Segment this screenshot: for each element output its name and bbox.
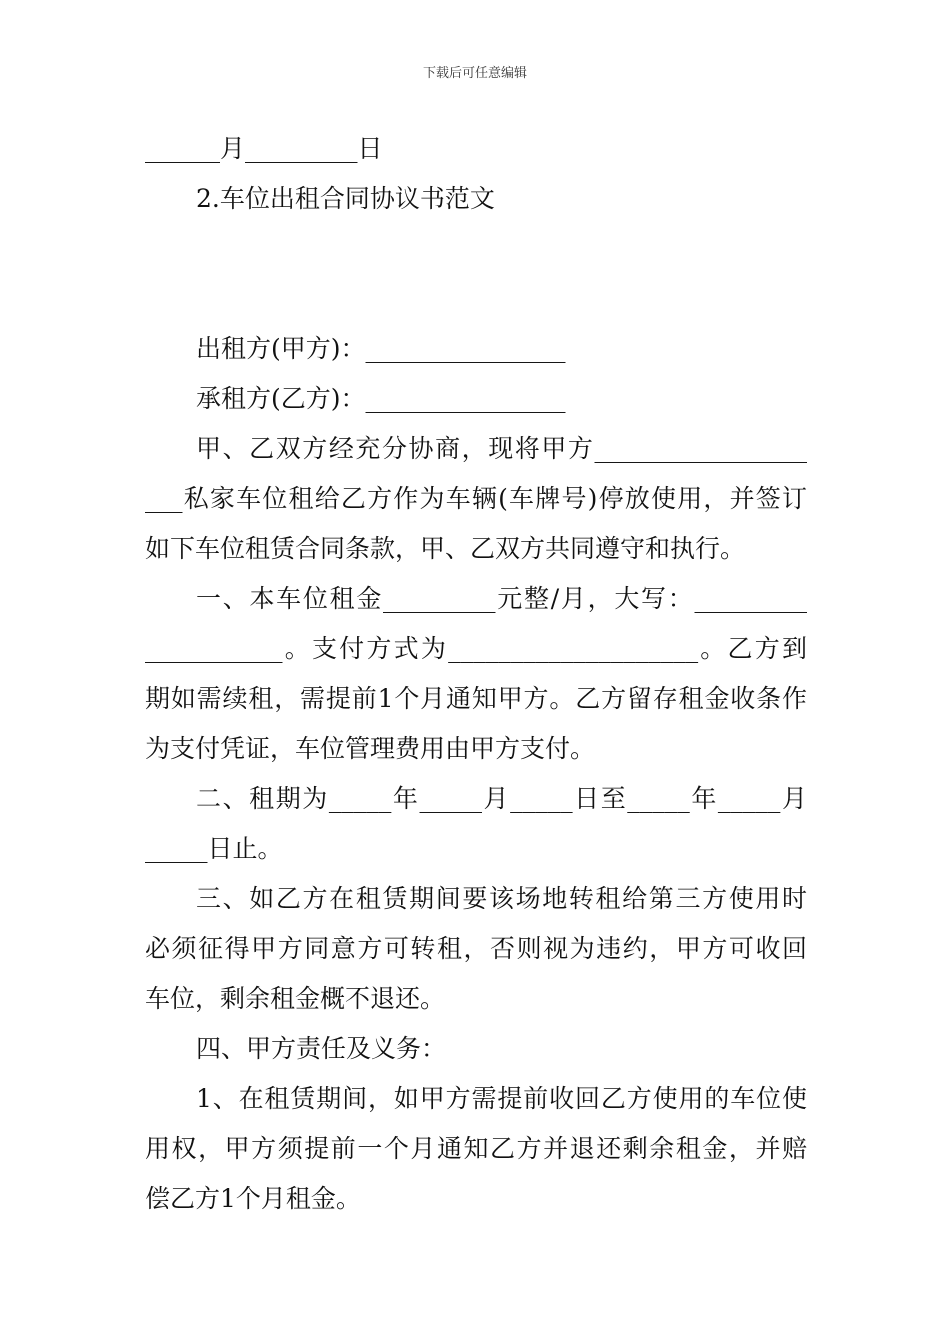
paragraph-line: 三、如乙方在租赁期间要该场地转租给第三方使用时 [196,884,807,913]
lessor-line: 出租方(甲方)：________________ [196,334,566,363]
date-line: ______月_________日 [145,134,383,163]
paragraph-heading: 四、甲方责任及义务： [196,1034,447,1063]
document-body [145,124,807,1224]
paragraph-line: 必须征得甲方同意方可转租，否则视为违约，甲方可收回 [145,934,807,963]
paragraph-line: ___私家车位租给乙方作为车辆(车牌号)停放使用，并签订 [145,484,807,513]
paragraph-line: 用权，甲方须提前一个月通知乙方并退还剩余租金，并赔 [145,1134,807,1163]
section-title: 2.车位出租合同协议书范文 [196,184,495,213]
paragraph-line: 偿乙方1个月租金。 [145,1184,361,1213]
paragraph-line: _____日止。 [145,834,283,863]
lessee-line: 承租方(乙方)：________________ [196,384,566,413]
paragraph-line: 车位，剩余租金概不退还。 [145,984,446,1013]
paragraph-line: 甲、乙双方经充分协商，现将甲方_________________ [196,434,807,463]
paragraph-line: 为支付凭证，车位管理费用由甲方支付。 [145,734,596,763]
page-header: 下载后可任意编辑 [422,66,527,81]
paragraph-line: 二、租期为_____年_____月_____日至_____年_____月 [196,784,807,813]
paragraph-line: 如下车位租赁合同条款，甲、乙双方共同遵守和执行。 [145,534,746,563]
blank-space [145,224,807,324]
paragraph-line: ___________。支付方式为____________________。乙方到 [145,634,807,663]
paragraph-line: 1、在租赁期间，如甲方需提前收回乙方使用的车位使 [196,1084,807,1113]
paragraph-line: 一、本车位租金_________元整/月，大写：_________ [196,584,807,613]
paragraph-line: 期如需续租，需提前1个月通知甲方。乙方留存租金收条作 [145,684,807,713]
